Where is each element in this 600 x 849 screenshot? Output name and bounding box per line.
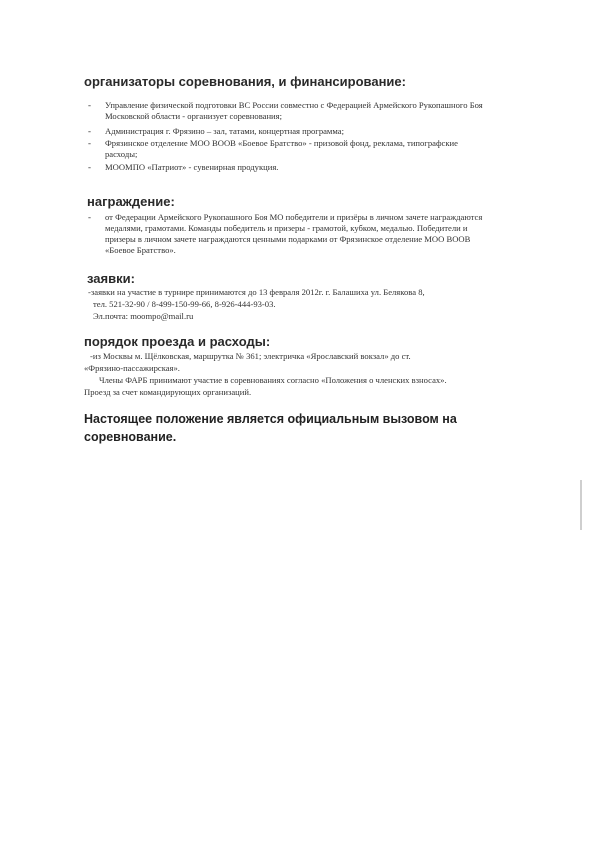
travel-line: «Фрязино-пассажирская». bbox=[84, 363, 180, 373]
scan-edge-mark bbox=[580, 480, 582, 530]
applications-heading: заявки: bbox=[87, 271, 135, 286]
awards-item: от Федерации Армейского Рукопашного Боя МО победители и призёры в личном зачете награждаются медалями, грамотами. Команды победитель и призеры - грамотой, кубком, медалью. Победители и призеры в личном зачете награждаются ценными подарками от Фрязинское отделение МОО ВООВ «Боевое Братство». bbox=[105, 212, 483, 255]
travel-heading: порядок проезда и расходы: bbox=[84, 334, 271, 349]
applications-email: Эл.почта: moompo@mail.ru bbox=[93, 311, 194, 321]
applications-phones: тел. 521-32-90 / 8-499-150-99-66, 8-926-444-93-03. bbox=[93, 299, 276, 309]
organizer-item: МООМПО «Патриот» - сувенирная продукция. bbox=[105, 162, 279, 172]
bullet: - bbox=[88, 138, 91, 148]
organizers-heading: организаторы соревнования, и финансирование: bbox=[84, 74, 406, 89]
bullet: - bbox=[88, 100, 91, 110]
bullet: - bbox=[88, 212, 91, 222]
travel-line: -из Москвы м. Щёлковская, маршрутка № 361; электричка «Ярославский вокзал» до ст. bbox=[90, 351, 411, 361]
organizer-item: Фрязинское отделение МОО ВООВ «Боевое Братство» - призовой фонд, реклама, типографские расходы; bbox=[105, 138, 458, 159]
organizer-item: Управление физической подготовки ВС России совместно с Федерацией Армейского Рукопашного Боя Московской области - организует соревнования; bbox=[105, 100, 483, 121]
organizer-item: Администрация г. Фрязино – зал, татами, концертная программа; bbox=[105, 126, 344, 136]
awards-heading: награждение: bbox=[87, 194, 175, 209]
applications-line: -заявки на участие в турнире принимаются до 13 февраля 2012г. г. Балашиха ул. Белякова 8, bbox=[88, 287, 425, 297]
official-call-note: Настоящее положение является официальным вызовом на соревнование. bbox=[84, 412, 457, 444]
travel-expenses: Проезд за счет командирующих организаций. bbox=[84, 387, 252, 397]
bullet: - bbox=[88, 126, 91, 136]
travel-membership: Члены ФАРБ принимают участие в соревнованиях согласно «Положения о членских взносах». bbox=[99, 375, 447, 385]
bullet: - bbox=[88, 162, 91, 172]
